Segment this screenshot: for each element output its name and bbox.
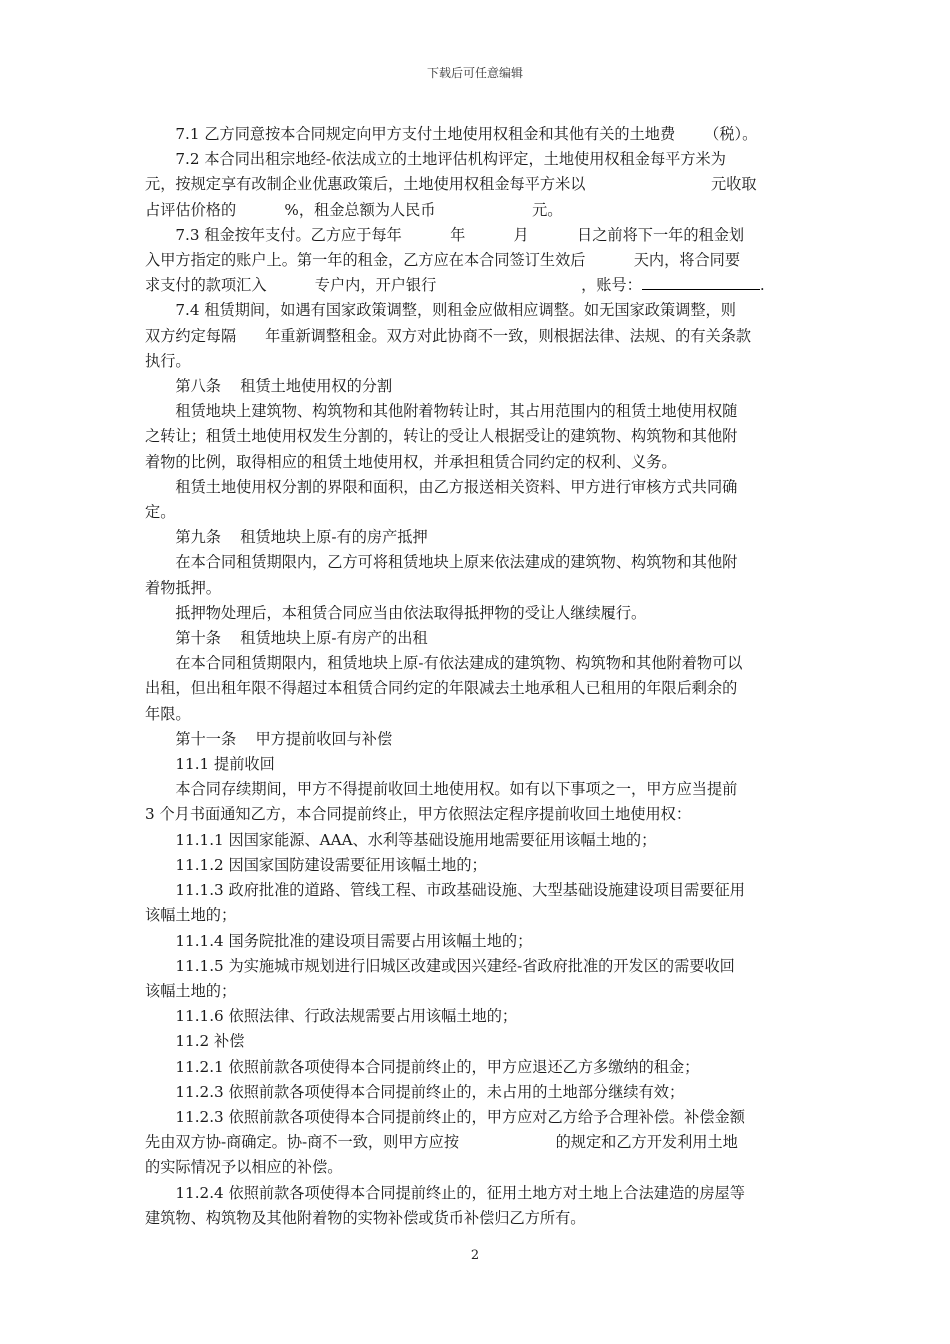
clause-11-2-3-b-line-3: 的实际情况予以相应的补偿。 [145,1158,343,1177]
page-header: 下载后可任意编辑 [426,66,523,80]
clause-11-2-3-b-line-2: 先由双方协-商确定。协-商不一致，则甲方应按 的规定和乙方开发利用土地 [145,1133,738,1152]
clause-11-2-3-b-line-1: 11.2.3 依照前款各项使得本合同提前终止的，甲方应对乙方给予合理补偿。补偿金额 [175,1107,745,1126]
article-10-para-line-1: 在本合同租赁期限内，租赁地块上原-有依法建成的建筑物、构筑物和其他附着物可以 [175,654,743,673]
article-8-para-2-line-2: 定。 [145,503,176,522]
clause-11-1-intro-line-1: 本合同存续期间，甲方不得提前收回土地使用权。如有以下事项之一，甲方应当提前 [175,780,738,799]
clause-11-1-2: 11.1.2 因国家国防建设需要征用该幅土地的； [175,855,487,874]
account-number-blank [642,275,760,290]
article-9-para-2: 抵押物处理后，本租赁合同应当由依法取得抵押物的受让人继续履行。 [175,603,647,622]
clause-7-4-line-3: 执行。 [145,351,191,370]
article-9-para-1-line-1: 在本合同租赁期限内，乙方可将租赁地块上原来依法建成的建筑物、构筑物和其他附 [175,553,738,572]
clause-7-2-line-1: 7.2 本合同出租宗地经-依法成立的土地评估机构评定，土地使用权租金每平方米为 [175,150,726,169]
page-number: 2 [470,1248,480,1263]
article-9-para-1-line-2: 着物抵押。 [145,578,221,597]
article-10-para-line-2: 出租，但出租年限不得超过本租赁合同约定的年限减去土地承租人已租用的年限后剩余的 [145,679,738,698]
clause-11-2-4-line-1: 11.2.4 依照前款各项使得本合同提前终止的，征用土地方对土地上合法建造的房屋等 [175,1183,745,1202]
clause-11-1-1: 11.1.1 因国家能源、AAA、水利等基础设施用地需要征用该幅土地的； [175,830,657,849]
article-11-heading: 第十一条 甲方提前收回与补偿 [175,729,393,748]
clause-11-1-3-line-1: 11.1.3 政府批准的道路、管线工程、市政基础设施、大型基础设施建设项目需要征用 [175,881,745,900]
clause-7-2-line-3: 占评估价格的 %，租金总额为人民币 元。 [145,200,563,219]
article-10-para-line-3: 年限。 [145,704,191,723]
article-10-heading: 第十条 租赁地块上原-有房产的出租 [175,629,428,648]
article-8-heading: 第八条 租赁土地使用权的分割 [175,377,393,396]
document-body [145,122,808,1231]
clause-11-1-heading: 11.1 提前收回 [175,755,275,774]
clause-7-3-line-1: 7.3 租金按年支付。乙方应于每年 年 月 日之前将下一年的租金划 [175,225,745,244]
clause-7-1: 7.1 乙方同意按本合同规定向甲方支付土地使用权租金和其他有关的土地费 （税）。 [175,125,758,143]
clause-11-1-5-line-1: 11.1.5 为实施城市规划进行旧城区改建或因兴建经-省政府批准的开发区的需要收回 [175,956,735,975]
clause-7-3-line-2: 入甲方指定的账户上。第一年的租金，乙方应在本合同签订生效后 天内，将合同要 [145,251,741,270]
clause-11-2-heading: 11.2 补偿 [175,1032,245,1051]
clause-11-1-3-line-2: 该幅土地的； [145,906,237,925]
clause-11-2-3-a: 11.2.3 依照前款各项使得本合同提前终止的，未占用的土地部分继续有效； [175,1082,685,1101]
article-8-para-1-line-2: 之转让；租赁土地使用权发生分割的，转让的受让人根据受让的建筑物、构筑物和其他附 [145,427,738,446]
clause-11-2-4-line-2: 建筑物、构筑物及其他附着物的实物补偿或货币补偿归乙方所有。 [145,1208,586,1227]
article-8-para-1-line-3: 着物的比例，取得相应的租赁土地使用权，并承担租赁合同约定的权利、义务。 [145,452,677,471]
clause-11-1-5-line-2: 该幅土地的； [145,981,237,1000]
clause-7-2-line-2: 元，按规定享有改制企业优惠政策后，土地使用权租金每平方米以 元收取 [145,175,757,194]
clause-11-1-intro-line-2: 3 个月书面通知乙方，本合同提前终止，甲方依照法定程序提前收回土地使用权： [145,805,692,824]
article-9-heading: 第九条 租赁地块上原-有的房产抵押 [175,528,428,547]
article-8-para-2-line-1: 租赁土地使用权分割的界限和面积，由乙方报送相关资料、甲方进行审核方式共同确 [175,477,738,496]
clause-7-3-line-3: 求支付的款项汇入 专户内，开户银行 ，账号： . [145,276,765,295]
clause-11-1-6: 11.1.6 依照法律、行政法规需要占用该幅土地的； [175,1007,518,1026]
clause-7-4-line-2: 双方约定每隔 年重新调整租金。双方对此协商不一致，则根据法律、法规、的有关条款 [145,326,752,345]
clause-7-4-line-1: 7.4 租赁期间，如遇有国家政策调整，则租金应做相应调整。如无国家政策调整，则 [175,301,736,320]
clause-7-3-line-3-text: 求支付的款项汇入 专户内，开户银行 ，账号： [145,276,642,295]
article-8-para-1-line-1: 租赁地块上建筑物、构筑物和其他附着物转让时，其占用范围内的租赁土地使用权随 [175,402,738,421]
clause-11-1-4: 11.1.4 国务院批准的建设项目需要占用该幅土地的； [175,931,533,950]
clause-11-2-1: 11.2.1 依照前款各项使得本合同提前终止的，甲方应退还乙方多缴纳的租金； [175,1057,700,1076]
